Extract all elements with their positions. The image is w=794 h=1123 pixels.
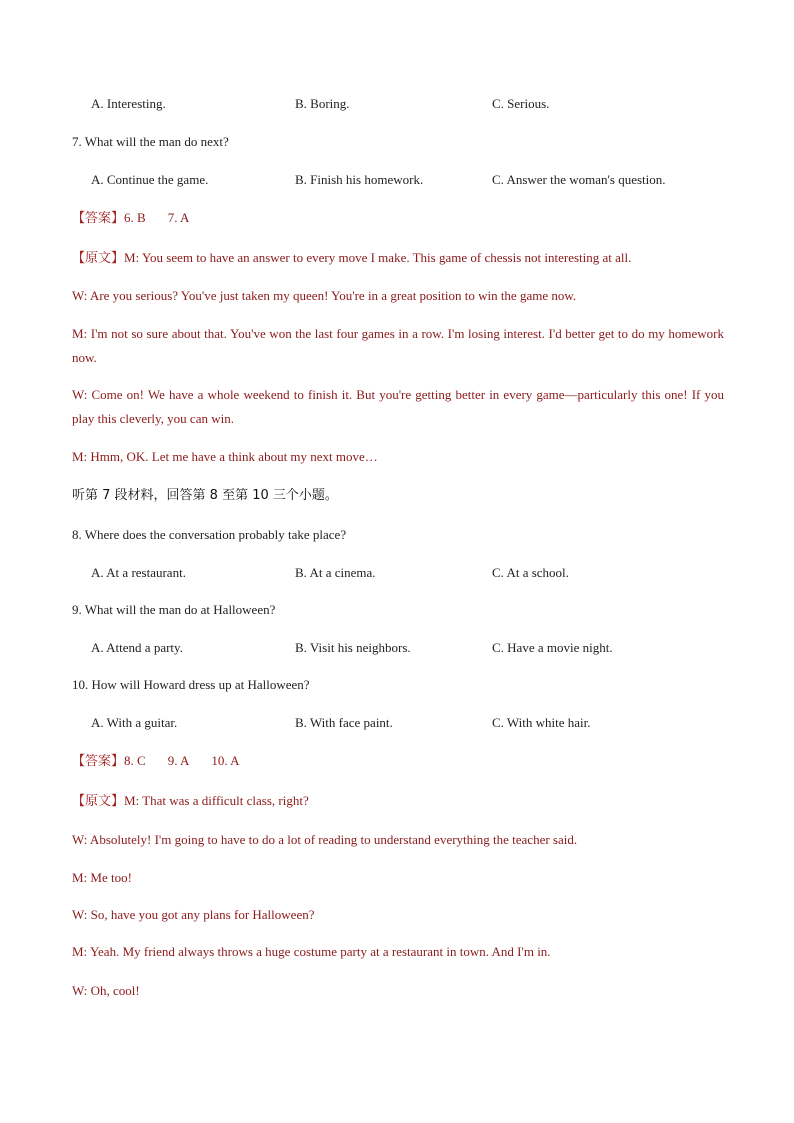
q8-option-c: C. At a school. (492, 565, 569, 580)
answer-line-1 (72, 206, 724, 231)
section-instruction: 听第 7 段材料，回答第 8 至第 10 三个小题。 (72, 488, 338, 503)
q9-option-c: C. Have a movie night. (492, 640, 613, 655)
transcript-tag: 【原文】 (72, 794, 125, 809)
q9-option-b: B. Visit his neighbors. (295, 640, 411, 655)
transcript1-line-3: M: I'm not so sure about that. You've won the last four games in a row. I'm losing interest. I'd better get to do my homework now. (72, 326, 724, 365)
transcript1-line-5: M: Hmm, OK. Let me have a think about my next move… (72, 449, 378, 464)
q10-question: 10. How will Howard dress up at Halloween? (72, 677, 310, 692)
q8-option-b: B. At a cinema. (295, 565, 376, 580)
q6-option-a: A. Interesting. (91, 96, 166, 111)
q9-option-a: A. Attend a party. (91, 640, 183, 655)
transcript-text: M: You seem to have an answer to every move I make. This game of chessis not interesting at all. (124, 250, 632, 265)
answer-line-2 (72, 749, 724, 774)
transcript1-line-4: W: Come on! We have a whole weekend to finish it. But you're getting better in every game—particularly this one! If you play this cleverly, you can win. (72, 387, 724, 426)
q6-option-c: C. Serious. (492, 96, 550, 111)
q6-option-b: B. Boring. (295, 96, 350, 111)
q7-question: 7. What will the man do next? (72, 134, 229, 149)
transcript2-line-6: W: Oh, cool! (72, 983, 140, 998)
answer-item: 9. A (167, 753, 190, 768)
transcript2-line-5: M: Yeah. My friend always throws a huge costume party at a restaurant in town. And I'm in. (72, 944, 551, 959)
q8-question: 8. Where does the conversation probably take place? (72, 527, 347, 542)
answer-item: 8. C (124, 753, 146, 768)
q10-option-c: C. With white hair. (492, 715, 591, 730)
transcript1-line-1 (72, 246, 724, 271)
transcript1-line-2: W: Are you serious? You've just taken my queen! You're in a great position to win the game now. (72, 288, 577, 303)
transcript2-line-3: M: Me too! (72, 870, 132, 885)
answer-tag: 【答案】 (72, 211, 125, 226)
transcript2-line-2: W: Absolutely! I'm going to have to do a lot of reading to understand everything the teacher said. (72, 832, 578, 847)
q7-option-b: B. Finish his homework. (295, 172, 424, 187)
q9-question: 9. What will the man do at Halloween? (72, 602, 276, 617)
answer-item: 10. A (211, 753, 240, 768)
transcript-text: M: That was a difficult class, right? (124, 793, 309, 808)
q10-option-a: A. With a guitar. (91, 715, 178, 730)
transcript2-line-1 (72, 789, 724, 814)
answer-item: 6. B (124, 210, 146, 225)
answer-tag: 【答案】 (72, 754, 125, 769)
q8-option-a: A. At a restaurant. (91, 565, 186, 580)
q7-option-c: C. Answer the woman's question. (492, 172, 666, 187)
transcript-tag: 【原文】 (72, 251, 125, 266)
transcript2-line-4: W: So, have you got any plans for Halloween? (72, 907, 315, 922)
q7-option-a: A. Continue the game. (91, 172, 209, 187)
q10-option-b: B. With face paint. (295, 715, 393, 730)
answer-item: 7. A (167, 210, 190, 225)
